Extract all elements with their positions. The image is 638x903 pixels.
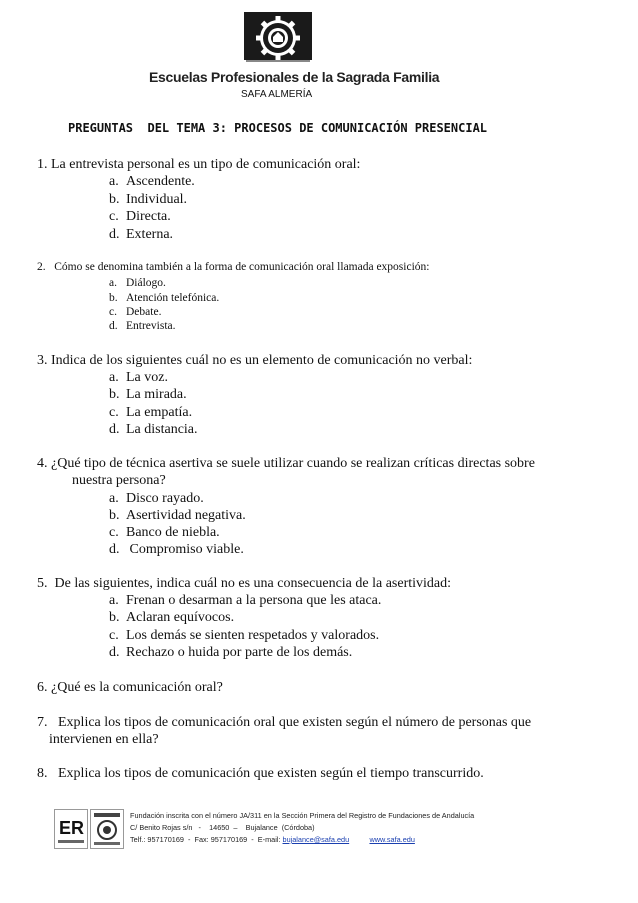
option-letter: d. xyxy=(109,645,120,660)
option-text: Entrevista. xyxy=(126,320,176,332)
q3-option-d xyxy=(109,422,198,438)
option-text: Externa. xyxy=(126,227,174,242)
q5-option-d xyxy=(109,645,352,661)
footer-badges xyxy=(54,809,126,849)
footer-registration: Fundación inscrita con el número JA/311 en la Sección Primera del Registro de Fundaciones de Andalucía xyxy=(130,811,475,820)
question-4-continued: nuestra persona? xyxy=(72,473,166,488)
option-text: La empatía. xyxy=(126,405,193,420)
option-text: La mirada. xyxy=(126,387,187,402)
option-letter: c. xyxy=(109,209,119,224)
question-3: 3. Indica de los siguientes cuál no es un elemento de comunicación no verbal: xyxy=(37,353,473,368)
option-text: La voz. xyxy=(126,370,168,385)
option-letter: a. xyxy=(109,491,119,506)
q3-option-a xyxy=(109,370,168,386)
footer-contact xyxy=(130,835,415,844)
q5-option-a xyxy=(109,593,381,609)
option-text: Frenan o desarman a la persona que les ataca. xyxy=(126,593,382,608)
option-letter: d. xyxy=(109,227,120,242)
option-letter: c. xyxy=(109,405,119,420)
footer-website-link[interactable]: www.safa.edu xyxy=(369,835,415,844)
q3-option-c xyxy=(109,405,192,421)
footer-email-link[interactable]: bujalance@safa.edu xyxy=(282,835,350,844)
option-text: Directa. xyxy=(126,209,171,224)
footer-phone-fax: Telf.: 957170169 - Fax: 957170169 - E-mail: xyxy=(130,835,283,844)
option-text: Asertividad negativa. xyxy=(126,508,246,523)
option-letter: d. xyxy=(109,422,120,437)
q2-option-a xyxy=(109,277,166,289)
er-certification-icon xyxy=(54,809,88,849)
option-text: Atención telefónica. xyxy=(126,292,220,304)
option-text: Los demás se sienten respetados y valorados. xyxy=(126,628,380,643)
aenor-certification-icon xyxy=(90,809,124,849)
question-7: 7. Explica los tipos de comunicación oral que existen según el número de personas que xyxy=(37,715,532,730)
school-subtitle: SAFA ALMERÍA xyxy=(241,89,313,100)
q1-option-b xyxy=(109,192,187,208)
school-name: Escuelas Profesionales de la Sagrada Familia xyxy=(149,69,440,85)
q1-option-a xyxy=(109,174,195,190)
q2-option-c xyxy=(109,306,161,318)
q5-option-c xyxy=(109,628,379,644)
option-letter: d. xyxy=(109,320,118,332)
option-letter: c. xyxy=(109,628,119,643)
option-text: Individual. xyxy=(126,192,188,207)
option-text: Aclaran equívocos. xyxy=(126,610,235,625)
option-letter: b. xyxy=(109,508,120,523)
q1-option-d xyxy=(109,227,173,243)
option-text: Debate. xyxy=(126,306,162,318)
option-text: Diálogo. xyxy=(126,277,166,289)
option-letter: b. xyxy=(109,610,120,625)
q4-option-c xyxy=(109,525,220,541)
q2-option-d xyxy=(109,320,176,332)
option-letter: c. xyxy=(109,525,119,540)
option-letter: a. xyxy=(109,174,119,189)
option-letter: b. xyxy=(109,292,118,304)
q3-option-b xyxy=(109,387,187,403)
option-text: Compromiso viable. xyxy=(126,542,244,557)
option-letter: d. xyxy=(109,542,120,557)
q2-option-b xyxy=(109,292,219,304)
q4-option-b xyxy=(109,508,246,524)
option-letter: b. xyxy=(109,387,120,402)
question-2: 2. Cómo se denomina también a la forma de comunicación oral llamada exposición: xyxy=(37,261,430,273)
question-7-continued: intervienen en ella? xyxy=(49,732,159,747)
svg-text:ER: ER xyxy=(59,818,85,838)
option-text: Rechazo o huida por parte de los demás. xyxy=(126,645,353,660)
footer-address: C/ Benito Rojas s/n - 14650 – Bujalance (Córdoba) xyxy=(130,823,315,832)
q4-option-d xyxy=(109,542,244,558)
document-title: PREGUNTAS DEL TEMA 3: PROCESOS DE COMUNICACIÓN PRESENCIAL xyxy=(68,121,488,135)
option-letter: a. xyxy=(109,593,119,608)
q1-option-c xyxy=(109,209,171,225)
option-letter: a. xyxy=(109,370,119,385)
question-1: 1. La entrevista personal es un tipo de comunicación oral: xyxy=(37,157,361,172)
option-letter: a. xyxy=(109,277,117,289)
question-8: 8. Explica los tipos de comunicación que existen según el tiempo transcurrido. xyxy=(37,766,484,781)
q4-option-a xyxy=(109,491,204,507)
option-text: Banco de niebla. xyxy=(126,525,220,540)
option-text: Ascendente. xyxy=(126,174,195,189)
option-letter: c. xyxy=(109,306,117,318)
option-letter: b. xyxy=(109,192,120,207)
question-4: 4. ¿Qué tipo de técnica asertiva se suele utilizar cuando se realizan críticas directas sobre xyxy=(37,456,535,471)
option-text: Disco rayado. xyxy=(126,491,204,506)
question-5: 5. De las siguientes, indica cuál no es una consecuencia de la asertividad: xyxy=(37,576,452,591)
q5-option-b xyxy=(109,610,234,626)
option-text: La distancia. xyxy=(126,422,198,437)
question-6: 6. ¿Qué es la comunicación oral? xyxy=(37,680,223,695)
